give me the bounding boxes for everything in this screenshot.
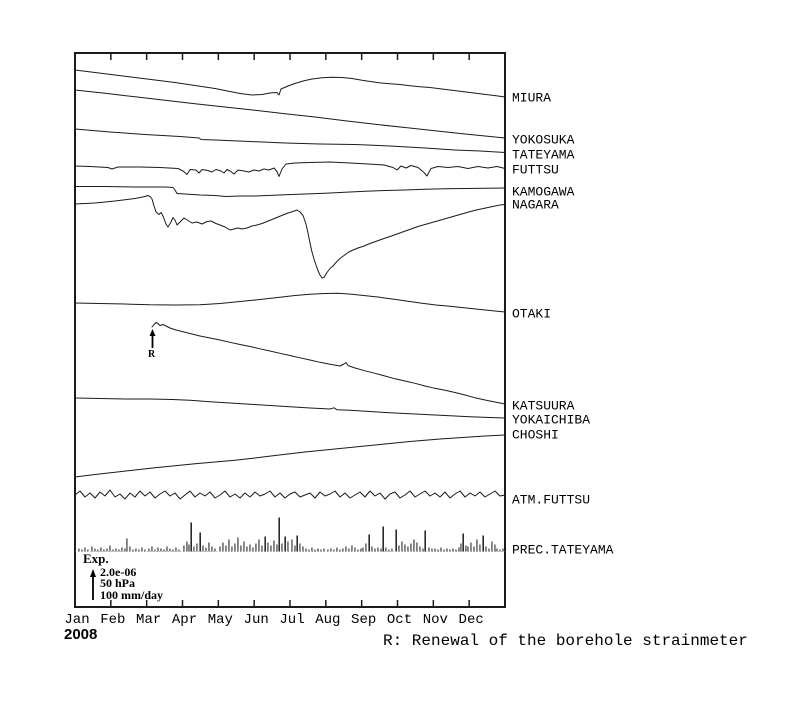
- precip-bar: [273, 541, 274, 552]
- trace-futtsu: [75, 162, 505, 177]
- precip-bar: [465, 546, 466, 552]
- precip-bar: [431, 549, 432, 552]
- trace-nagara: [75, 196, 505, 279]
- precip-bar: [422, 549, 423, 552]
- scale-legend-title: Exp.: [83, 551, 109, 566]
- month-label-nov: Nov: [422, 612, 448, 628]
- precip-bar: [371, 547, 372, 552]
- precip-bar: [124, 549, 125, 552]
- month-label-may: May: [207, 612, 233, 628]
- precip-bar: [205, 548, 206, 552]
- month-label-mar: Mar: [136, 612, 162, 628]
- precip-bar: [388, 550, 389, 552]
- precip-bar: [148, 549, 149, 552]
- precip-bar: [404, 545, 405, 552]
- precip-bar: [276, 545, 277, 552]
- precip-bar: [377, 548, 378, 552]
- precip-bar: [368, 535, 370, 552]
- precip-bar: [440, 548, 441, 552]
- station-label-atm-futtsu: ATM.FUTTSU: [512, 492, 591, 508]
- scale-pressure: 50 hPa: [100, 576, 136, 590]
- precip-bar: [154, 550, 155, 552]
- precip-bar: [258, 540, 259, 552]
- precip-bar: [385, 548, 386, 552]
- precip-bar: [410, 544, 411, 552]
- station-label-katsuura: KATSUURA: [512, 398, 575, 414]
- month-label-feb: Feb: [100, 612, 126, 628]
- renewal-arrow-head: [150, 329, 156, 336]
- trace-miura: [75, 70, 505, 97]
- precip-bar: [482, 536, 484, 552]
- precip-bar: [360, 549, 361, 552]
- precip-bar: [419, 547, 420, 552]
- precip-bar: [470, 543, 471, 552]
- precip-bar: [362, 548, 363, 552]
- trace-choshi: [75, 435, 505, 477]
- station-label-miura: MIURA: [512, 90, 552, 106]
- precip-bar: [380, 549, 381, 552]
- trace-atm-futtsu: [75, 490, 505, 499]
- precip-bar: [118, 550, 119, 552]
- station-label-kamogawa: KAMOGAWA: [512, 184, 575, 200]
- precip-bar: [211, 547, 212, 552]
- precip-bar: [270, 546, 271, 552]
- precip-bar: [428, 548, 429, 552]
- precip-bar: [255, 544, 256, 552]
- month-label-oct: Oct: [386, 612, 413, 628]
- precip-bar: [225, 546, 226, 552]
- precip-bar: [339, 550, 340, 552]
- precip-bar: [249, 545, 250, 552]
- precip-bar: [382, 527, 384, 552]
- precip-bar: [109, 546, 110, 552]
- precip-bar: [240, 546, 241, 552]
- precip-bar: [494, 545, 495, 552]
- precip-bar: [336, 548, 337, 552]
- station-label-tateyama: TATEYAMA: [512, 147, 575, 163]
- precip-bar: [132, 550, 133, 552]
- precip-bar: [407, 547, 408, 552]
- precip-bar: [281, 544, 282, 552]
- precip-bar: [208, 543, 209, 552]
- precip-bar: [78, 549, 79, 552]
- precip-bar: [434, 549, 435, 552]
- precip-bar: [374, 549, 375, 552]
- plot-border: [75, 53, 505, 607]
- month-label-jul: Jul: [279, 612, 305, 628]
- precip-bar: [190, 523, 192, 552]
- precip-bar: [157, 548, 158, 552]
- precip-bar: [311, 548, 312, 552]
- precip-bar: [308, 550, 309, 552]
- precip-bar: [243, 542, 244, 552]
- precip-bar: [305, 549, 306, 552]
- precip-bar: [163, 550, 164, 552]
- precip-bar: [296, 536, 298, 552]
- precip-bar: [342, 549, 343, 552]
- month-label-jun: Jun: [243, 612, 269, 628]
- precip-bar: [219, 547, 220, 552]
- precip-bar: [314, 550, 315, 552]
- precip-bar: [228, 540, 229, 552]
- precip-bar: [169, 549, 170, 552]
- precip-bar: [178, 550, 179, 552]
- precip-bar: [284, 537, 286, 552]
- station-label-prec-tateyama: PREC.TATEYAMA: [512, 542, 614, 558]
- trace-katsuura: [152, 323, 505, 405]
- trace-yokosuka: [75, 90, 505, 138]
- precip-bar: [320, 550, 321, 552]
- precip-bar: [499, 550, 500, 552]
- precip-bar: [214, 549, 215, 552]
- precip-bar: [460, 544, 461, 552]
- precip-bar: [199, 533, 201, 552]
- station-label-nagara: NAGARA: [512, 197, 559, 213]
- precip-bar: [345, 547, 346, 552]
- precip-bar: [452, 549, 453, 552]
- precip-bar: [264, 537, 266, 552]
- precip-bar: [166, 547, 167, 552]
- precip-bar: [144, 550, 145, 552]
- precip-bar: [317, 549, 318, 552]
- precip-bar: [267, 543, 268, 552]
- precip-bar: [252, 548, 253, 552]
- precip-bar: [449, 550, 450, 552]
- precip-bar: [172, 550, 173, 552]
- precip-bar: [485, 547, 486, 552]
- month-label-aug: Aug: [315, 612, 341, 628]
- precip-bar: [151, 547, 152, 552]
- precip-bar: [413, 540, 414, 552]
- month-label-sep: Sep: [351, 612, 377, 628]
- precip-bar: [196, 544, 197, 552]
- precip-bar: [278, 518, 280, 552]
- precip-bar: [129, 547, 130, 552]
- trace-tateyama: [75, 129, 505, 153]
- station-label-futtsu: FUTTSU: [512, 162, 559, 178]
- renewal-marker-letter: R: [148, 349, 156, 360]
- precip-bar: [115, 549, 116, 552]
- station-label-yokosuka: YOKOSUKA: [512, 132, 575, 148]
- precip-bar: [237, 538, 238, 552]
- precip-bar: [121, 548, 122, 552]
- precip-bar: [188, 545, 189, 552]
- renewal-note: R: Renewal of the borehole strainmeter: [383, 632, 748, 650]
- precip-bar: [160, 549, 161, 552]
- precip-bar: [323, 549, 324, 552]
- precip-bar: [287, 542, 288, 552]
- precip-bar: [443, 550, 444, 552]
- precip-bar: [488, 549, 489, 552]
- precip-bar: [455, 550, 456, 552]
- precip-bar: [476, 540, 477, 552]
- month-label-apr: Apr: [171, 612, 198, 628]
- precip-bar: [138, 550, 139, 552]
- precip-bar: [246, 547, 247, 552]
- precip-bar: [462, 534, 464, 552]
- precip-bar: [446, 549, 447, 552]
- station-label-otaki: OTAKI: [512, 306, 552, 322]
- trace-yokaichiba: [75, 398, 505, 418]
- precip-bar: [135, 549, 136, 552]
- precip-bar: [458, 548, 459, 552]
- month-label-jan: Jan: [64, 612, 90, 628]
- precip-bar: [351, 546, 352, 552]
- precip-bar: [126, 539, 127, 552]
- trace-otaki: [75, 293, 505, 312]
- precip-bar: [183, 546, 184, 552]
- precip-bar: [348, 549, 349, 552]
- precip-bar: [401, 542, 402, 552]
- precip-bar: [141, 548, 142, 552]
- precip-bar: [234, 544, 235, 552]
- precip-bar: [398, 546, 399, 552]
- precip-bar: [261, 546, 262, 552]
- precip-bar: [354, 548, 355, 552]
- precip-bar: [496, 549, 497, 552]
- month-label-dec: Dec: [458, 612, 484, 628]
- station-label-choshi: CHOSHI: [512, 427, 559, 443]
- precip-bar: [437, 550, 438, 552]
- precip-bar: [222, 543, 223, 552]
- scale-legend-items: [100, 564, 163, 602]
- precip-bar: [294, 546, 295, 552]
- precip-bar: [473, 547, 474, 552]
- precip-bar: [395, 530, 397, 552]
- precip-bar: [479, 545, 480, 552]
- scale-strain: 2.0e-06: [100, 564, 137, 579]
- precip-bar: [186, 542, 187, 552]
- precip-bar: [391, 549, 392, 552]
- trace-kamogawa: [75, 187, 505, 197]
- precip-bar: [175, 548, 176, 552]
- precip-bar: [424, 531, 426, 552]
- precip-bar: [365, 544, 366, 552]
- precip-bar: [291, 540, 292, 552]
- station-label-yokaichiba: YOKAICHIBA: [512, 412, 591, 428]
- precip-bar: [502, 549, 503, 552]
- precip-bar: [491, 542, 492, 552]
- precip-bar: [416, 543, 417, 552]
- scale-precip: 100 mm/day: [100, 587, 163, 602]
- year-label: 2008: [64, 626, 98, 643]
- scale-legend: [83, 553, 163, 601]
- precip-bar: [193, 547, 194, 552]
- precip-bar: [299, 544, 300, 552]
- precip-bar: [357, 550, 358, 552]
- precip-bar: [112, 550, 113, 552]
- precip-bar: [202, 546, 203, 552]
- precip-bar: [231, 547, 232, 552]
- precip-bar: [330, 549, 331, 552]
- precip-bar: [327, 550, 328, 552]
- precip-bar: [302, 547, 303, 552]
- precip-bar: [467, 547, 468, 552]
- precip-bar: [333, 550, 334, 552]
